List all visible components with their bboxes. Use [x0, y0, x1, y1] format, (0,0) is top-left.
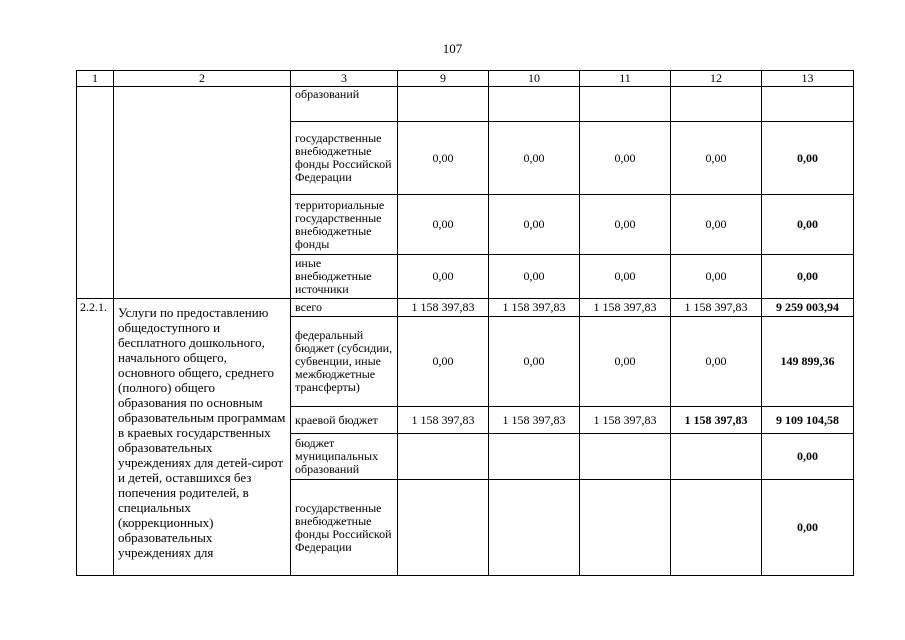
- header-cell: 2: [114, 71, 291, 87]
- value-cell: 0,00: [489, 195, 580, 255]
- value-cell: 0,00: [580, 255, 671, 299]
- value-cell: 1 158 397,83: [489, 299, 580, 317]
- total-cell: 0,00: [762, 122, 854, 195]
- source-cell: государственные внебюджетные фонды Российской Федерации: [291, 122, 398, 195]
- value-cell: 0,00: [671, 255, 762, 299]
- total-cell: 0,00: [762, 480, 854, 576]
- total-cell: 9 109 104,58: [762, 407, 854, 434]
- total-cell: 0,00: [762, 195, 854, 255]
- value-cell: [489, 434, 580, 480]
- value-cell: 1 158 397,83: [580, 299, 671, 317]
- value-cell: 1 158 397,83: [671, 407, 762, 434]
- value-cell: 0,00: [671, 195, 762, 255]
- source-cell: образований: [291, 87, 398, 122]
- total-cell: [762, 87, 854, 122]
- value-cell: 1 158 397,83: [398, 407, 489, 434]
- value-cell: [398, 434, 489, 480]
- value-cell: [671, 87, 762, 122]
- source-cell: территориальные государственные внебюджетные фонды: [291, 195, 398, 255]
- value-cell: [580, 87, 671, 122]
- value-cell: 1 158 397,83: [398, 299, 489, 317]
- source-cell: иные внебюджетные источники: [291, 255, 398, 299]
- value-cell: [398, 87, 489, 122]
- header-cell: 1: [77, 71, 114, 87]
- source-cell: краевой бюджет: [291, 407, 398, 434]
- header-cell: 10: [489, 71, 580, 87]
- value-cell: [671, 480, 762, 576]
- value-cell: 0,00: [580, 122, 671, 195]
- total-cell: 0,00: [762, 255, 854, 299]
- header-cell: 12: [671, 71, 762, 87]
- value-cell: [398, 480, 489, 576]
- header-cell: 3: [291, 71, 398, 87]
- value-cell: 0,00: [671, 317, 762, 407]
- value-cell: 1 158 397,83: [580, 407, 671, 434]
- description-cell-empty: [114, 87, 291, 299]
- value-cell: [580, 480, 671, 576]
- value-cell: [489, 87, 580, 122]
- row-description: Услуги по предоставлению общедоступного и бесплатного дошкольного, начального общего, основного общего, среднего (полного) общего образования по основным образовательным программам в краевых государственных образовательных учреждениях для детей-сирот и детей, оставшихся без попечения родителей, в специальных (коррекционных) образовательных учреждениях для: [114, 299, 291, 576]
- value-cell: 0,00: [580, 195, 671, 255]
- source-cell: федеральный бюджет (субсидии, субвенции, иные межбюджетные трансферты): [291, 317, 398, 407]
- budget-table: [76, 70, 854, 576]
- value-cell: 1 158 397,83: [671, 299, 762, 317]
- value-cell: 0,00: [398, 122, 489, 195]
- value-cell: 0,00: [489, 317, 580, 407]
- value-cell: 0,00: [671, 122, 762, 195]
- total-cell: 149 899,36: [762, 317, 854, 407]
- page-number: 107: [442, 41, 463, 56]
- value-cell: [671, 434, 762, 480]
- value-cell: [489, 480, 580, 576]
- value-cell: [580, 434, 671, 480]
- header-cell: 13: [762, 71, 854, 87]
- value-cell: 0,00: [398, 255, 489, 299]
- value-cell: 0,00: [398, 195, 489, 255]
- total-cell: 0,00: [762, 434, 854, 480]
- source-cell: государственные внебюджетные фонды Российской Федерации: [291, 480, 398, 576]
- value-cell: 1 158 397,83: [489, 407, 580, 434]
- source-cell: всего: [291, 299, 398, 317]
- value-cell: 0,00: [580, 317, 671, 407]
- header-cell: 9: [398, 71, 489, 87]
- value-cell: 0,00: [489, 255, 580, 299]
- total-cell: 9 259 003,94: [762, 299, 854, 317]
- header-cell: 11: [580, 71, 671, 87]
- value-cell: 0,00: [398, 317, 489, 407]
- table-row: [77, 299, 854, 317]
- value-cell: 0,00: [489, 122, 580, 195]
- code-cell-empty: [77, 87, 114, 299]
- table-row: [77, 87, 854, 122]
- row-code: 2.2.1.: [77, 299, 114, 576]
- source-cell: бюджет муниципальных образований: [291, 434, 398, 480]
- header-row: [77, 71, 854, 87]
